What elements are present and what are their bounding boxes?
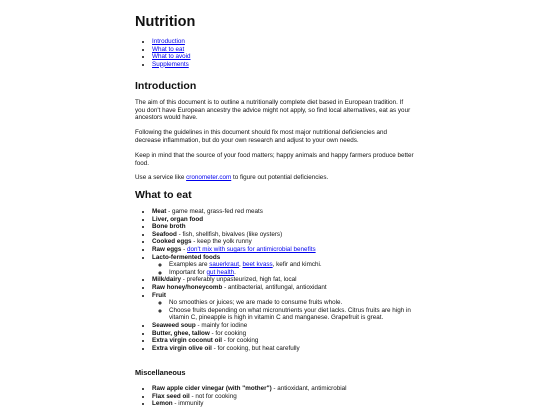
sub-list-item: ◦ No smoothies or juices; we are made to consume fruits whole. [169,299,415,307]
toc-item [152,46,191,54]
list-item [152,322,415,330]
toc-link-what-to-eat[interactable]: What to eat [152,45,185,53]
item-name: Liver, organ food [152,215,204,223]
table-of-contents [135,38,191,68]
raw-eggs-link[interactable]: don't mix with sugars for antimicrobial benefits [187,245,316,253]
list-item [152,385,415,393]
text: to figure out potential deficiencies. [231,174,329,181]
beet-kvass-link[interactable]: beet kvass [242,261,273,269]
list-item [152,231,415,239]
list-item [152,223,415,231]
list-item [152,208,415,216]
item-desc: - fish, shellfish, bivalves (like oysters) [176,230,283,238]
item-desc: - not for cooking [189,392,237,400]
list-item [152,276,415,284]
toc-item [152,61,191,69]
toc-link-supplements[interactable]: Supplements [152,60,189,68]
page-title: Nutrition [135,14,196,30]
section-heading-miscellaneous: Miscellaneous [135,368,186,377]
list-item [152,238,415,246]
intro-paragraph-2: Following the guidelines in this document should fix most major nutritional deficiencies and decrease inflammation, but do your own research and adjust to your own needs. [135,129,388,144]
miscellaneous-list [135,385,415,408]
item-desc: - for cooking, but heat carefully [211,344,300,352]
item-name: Flax seed oil [152,392,190,400]
text: Important for [169,268,207,276]
intro-paragraph-3: Keep in mind that the source of your food matters; happy animals and happy farmers produce better food. [135,152,414,167]
item-name: Lacto-fermented foods [152,253,221,261]
list-item [152,400,415,408]
toc-item [152,53,191,61]
item-sep: - [181,245,188,253]
text: Use a service like [135,174,187,181]
section-heading-what-to-eat: What to eat [135,189,192,201]
list-item [152,246,415,254]
list-item [152,337,415,345]
list-item [152,292,415,322]
intro-paragraph-4 [135,174,414,182]
item-name: Raw apple cider vinegar (with "mother") [152,385,272,392]
item-name: Extra virgin coconut oil [152,337,222,345]
item-desc: - game meat, grass-fed red meats [166,208,263,215]
sub-list-item: ◦ Choose fruits depending on what micronutrients your diet lacks. Citrus fruits are high in vitamin C, pineapple is high in vitamin C and manganese. Grapefruit is great. [169,307,415,322]
text: , kefir and kimchi. [272,261,322,269]
section-heading-introduction: Introduction [135,80,197,92]
sub-list [152,299,415,322]
toc-link-what-to-avoid[interactable]: What to avoid [152,53,191,61]
list-item [152,393,415,401]
item-name: Extra virgin olive oil [152,344,212,352]
what-to-eat-list [135,208,415,352]
item-name: Butter, ghee, tallow [152,329,210,337]
item-name: Cooked eggs [152,238,192,246]
list-item [152,284,415,292]
sub-list [152,261,415,276]
item-desc: - immunity [172,400,204,408]
toc-link-introduction[interactable]: Introduction [152,38,185,45]
sub-list-item [169,261,415,269]
item-name: Seaweed soup [152,321,196,329]
text: . [234,268,236,276]
cronometer-link[interactable]: cronometer.com [186,174,232,181]
list-item [152,216,415,224]
item-desc: - for cooking [221,337,259,345]
item-name: Raw honey/honeycomb [152,283,223,291]
list-item [152,254,415,277]
item-name: Lemon [152,400,173,408]
item-desc: - mainly for iodine [195,321,248,329]
item-name: Meat [152,208,167,215]
item-desc: - preferably unpasteurized, high fat, local [181,276,297,284]
item-name: Fruit [152,291,166,299]
toc-item [152,38,191,46]
list-item [152,345,415,353]
item-desc: - for cooking [209,329,247,337]
sauerkraut-link[interactable]: sauerkraut [209,261,240,269]
item-name: Raw eggs [152,245,182,253]
item-name: Milk/dairy [152,276,182,284]
item-name: Bone broth [152,223,186,231]
text: Examples are [169,261,210,269]
item-name: Seafood [152,230,177,238]
text: , [239,261,243,269]
item-desc: - keep the yolk runny [191,238,252,246]
gut-health-link[interactable]: gut health [206,268,235,276]
sub-list-item [169,269,415,277]
item-desc: - antibacterial, antifungal, antioxidant [222,283,327,291]
item-desc: - antioxidant, antimicrobial [271,385,347,392]
intro-paragraph-1: The aim of this document is to outline a nutritionally complete diet based in European tradition. If you don't have European ancestry the advice might not apply, so find local alternatives, eat as your ancestors would have. [135,99,411,121]
list-item [152,330,415,338]
